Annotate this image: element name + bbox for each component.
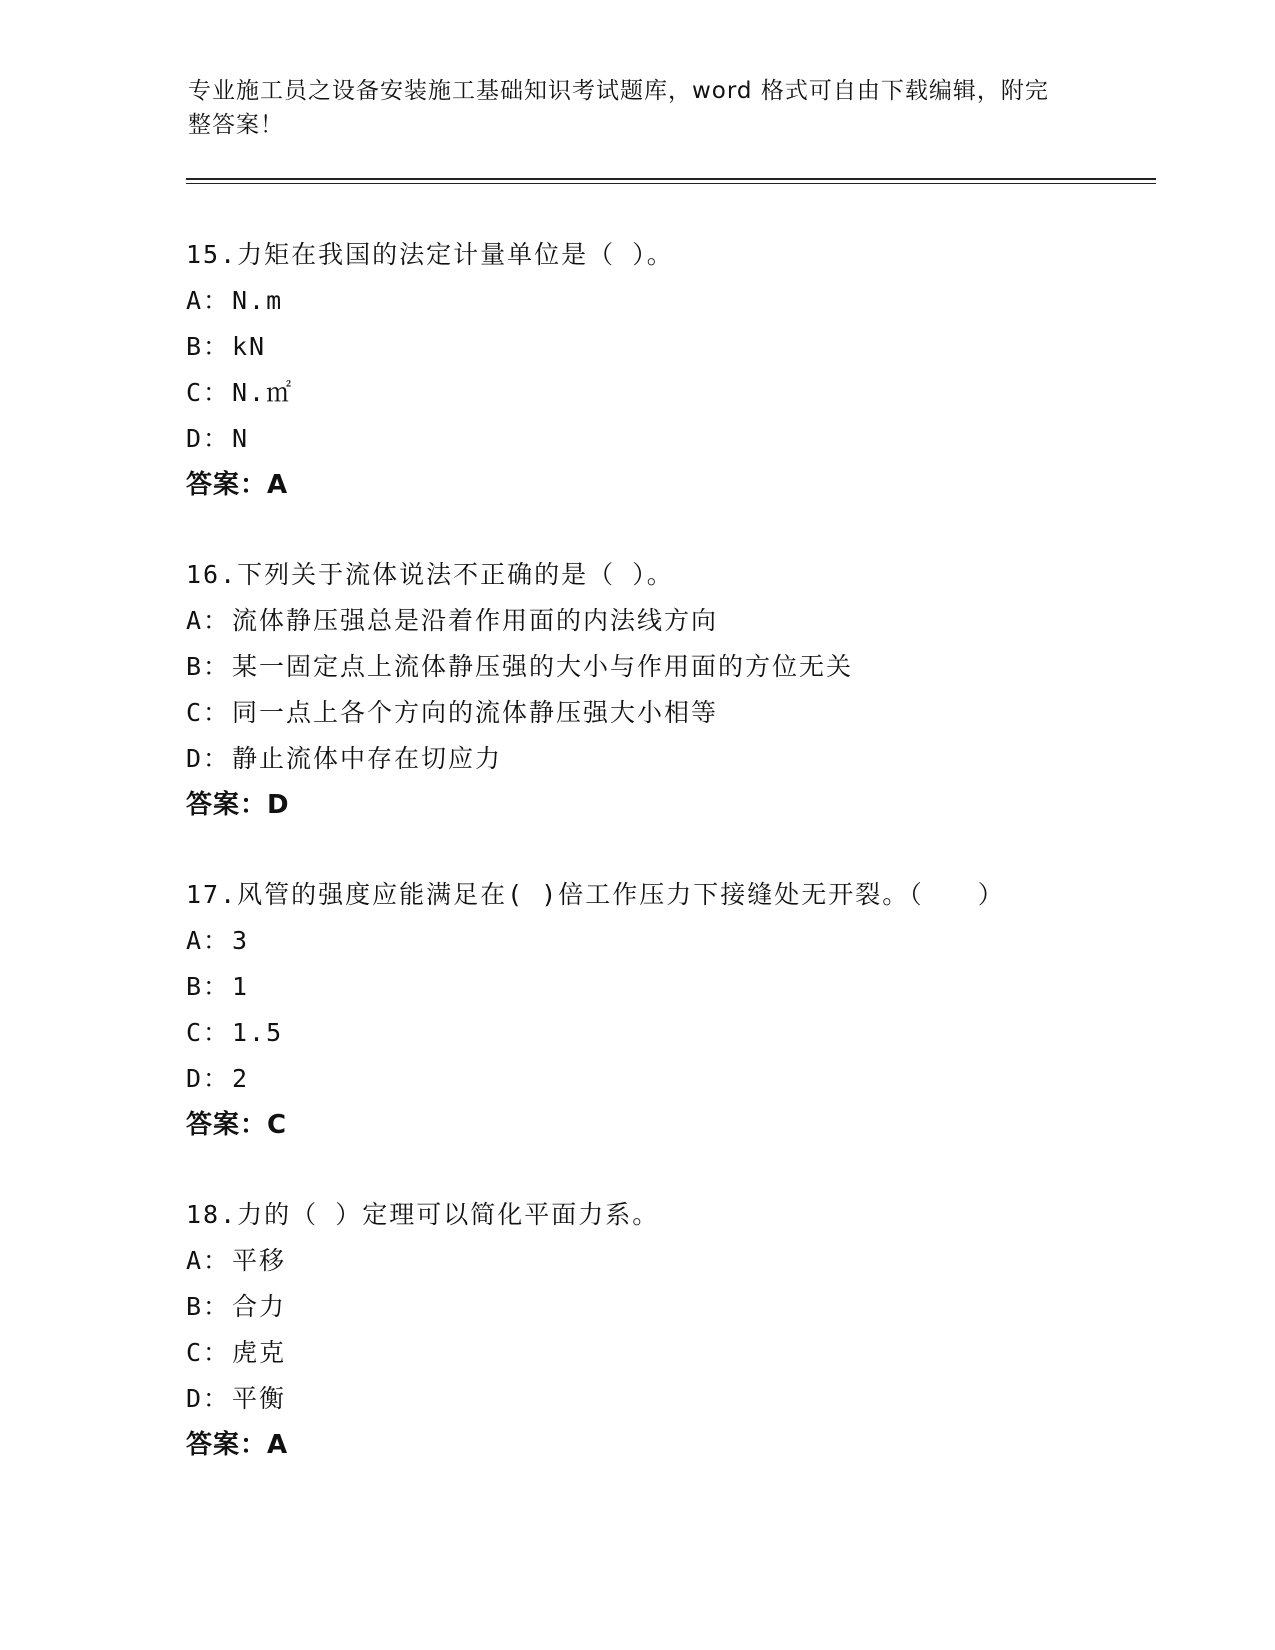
header-line-1: 专业施工员之设备安装施工基础知识考试题库，word 格式可自由下载编辑，附完 bbox=[188, 78, 1049, 104]
option-text: kN bbox=[232, 332, 267, 361]
header-line-2: 整答案！ bbox=[188, 112, 284, 138]
option-a bbox=[186, 1238, 1186, 1284]
option-letter: B： bbox=[186, 972, 231, 1001]
option-text: 2 bbox=[232, 1064, 250, 1093]
option-a bbox=[186, 278, 1186, 324]
option-c bbox=[186, 370, 1186, 416]
option-c bbox=[186, 1010, 1186, 1056]
option-text: 1 bbox=[232, 972, 250, 1001]
option-text: 某一固定点上流体静压强的大小与作用面的方位无关 bbox=[232, 652, 854, 681]
option-text: 虎克 bbox=[232, 1338, 287, 1367]
question-stem: 18.力的（ ）定理可以简化平面力系。 bbox=[186, 1200, 660, 1229]
option-b bbox=[186, 1284, 1186, 1330]
option-text: 平移 bbox=[232, 1246, 287, 1275]
question-stem: 17.风管的强度应能满足在( )倍工作压力下接缝处无开裂。（ ） bbox=[186, 880, 1005, 909]
question-18 bbox=[186, 1192, 1186, 1468]
question-17 bbox=[186, 872, 1186, 1148]
option-text: 合力 bbox=[232, 1292, 287, 1321]
document-header bbox=[188, 74, 1088, 142]
option-letter: D： bbox=[186, 424, 231, 453]
question-15 bbox=[186, 232, 1186, 508]
option-text: 同一点上各个方向的流体静压强大小相等 bbox=[232, 698, 719, 727]
option-letter: A： bbox=[186, 286, 231, 315]
option-letter: D： bbox=[186, 744, 231, 773]
answer: 答案：A bbox=[186, 470, 289, 500]
option-letter: A： bbox=[186, 1246, 231, 1275]
option-text: 1.5 bbox=[232, 1018, 284, 1047]
option-c bbox=[186, 690, 1186, 736]
option-letter: B： bbox=[186, 332, 231, 361]
option-letter: B： bbox=[186, 1292, 231, 1321]
option-letter: C： bbox=[186, 1018, 231, 1047]
option-a bbox=[186, 598, 1186, 644]
option-b bbox=[186, 644, 1186, 690]
option-text: N bbox=[232, 424, 250, 453]
option-d bbox=[186, 1056, 1186, 1102]
option-letter: D： bbox=[186, 1384, 231, 1413]
option-letter: A： bbox=[186, 606, 231, 635]
question-16 bbox=[186, 552, 1186, 828]
answer: 答案：D bbox=[186, 790, 290, 820]
answer: 答案：C bbox=[186, 1110, 288, 1140]
question-stem: 15.力矩在我国的法定计量单位是（ ）。 bbox=[186, 240, 674, 269]
option-c bbox=[186, 1330, 1186, 1376]
option-text: 平衡 bbox=[232, 1384, 287, 1413]
option-d bbox=[186, 416, 1186, 462]
option-text: 流体静压强总是沿着作用面的内法线方向 bbox=[232, 606, 719, 635]
option-letter: C： bbox=[186, 698, 231, 727]
header-divider-top bbox=[186, 178, 1156, 180]
option-b bbox=[186, 964, 1186, 1010]
question-stem: 16.下列关于流体说法不正确的是（ ）。 bbox=[186, 560, 674, 589]
option-letter: C： bbox=[186, 1338, 231, 1367]
option-letter: D： bbox=[186, 1064, 231, 1093]
option-b bbox=[186, 324, 1186, 370]
header-divider-bottom bbox=[186, 183, 1156, 184]
option-d bbox=[186, 1376, 1186, 1422]
option-text: 3 bbox=[232, 926, 250, 955]
option-letter: A： bbox=[186, 926, 231, 955]
answer: 答案：A bbox=[186, 1430, 289, 1460]
option-d bbox=[186, 736, 1186, 782]
option-letter: C： bbox=[186, 378, 231, 407]
option-letter: B： bbox=[186, 652, 231, 681]
option-a bbox=[186, 918, 1186, 964]
option-text: N.m bbox=[232, 286, 284, 315]
option-text: N.㎡ bbox=[232, 378, 294, 407]
option-text: 静止流体中存在切应力 bbox=[232, 744, 503, 773]
